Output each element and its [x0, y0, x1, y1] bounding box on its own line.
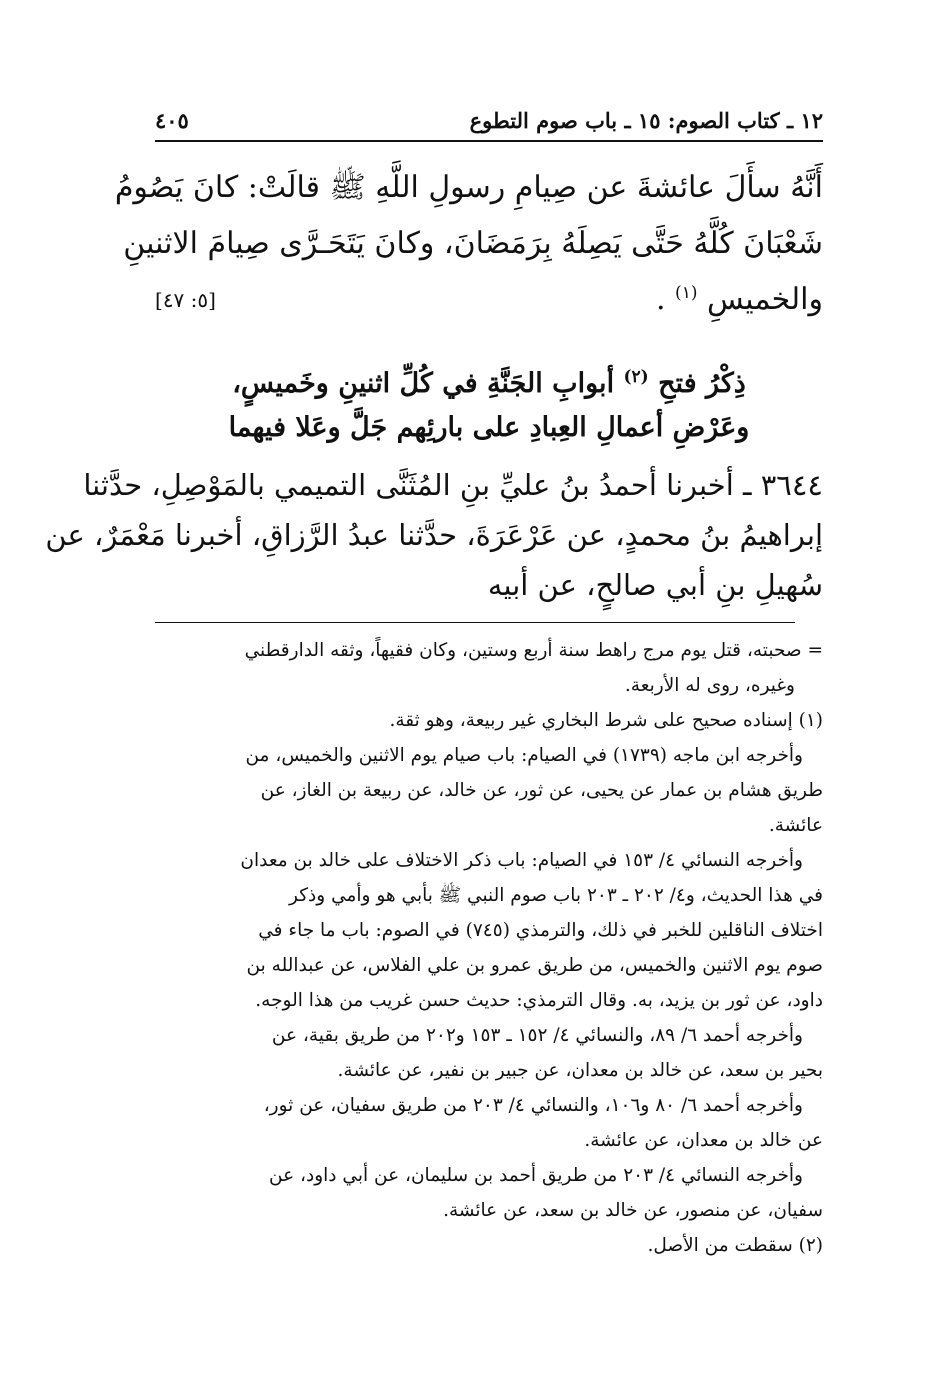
heading-fragment: ذِكْرُ فتحِ — [658, 368, 746, 399]
footnote-line: وأخرجه ابن ماجه (١٧٣٩) في الصيام: باب صيام يوم الاثنين والخميس، من — [245, 745, 803, 766]
main-text-line: شَعْبَانَ كُلَّهُ حَتَّى يَصِلَهُ بِرَمَضَانَ، وكانَ يَتَحَـرَّى صِيامَ الاثنينِ — [123, 226, 823, 261]
footnote-line: اختلاف الناقلين للخبر في ذلك، والترمذي (٧٤٥) في الصوم: باب ما جاء في — [258, 920, 823, 941]
section-heading — [155, 362, 823, 450]
main-text-line-last — [155, 272, 823, 328]
footnote-line: في هذا الحديث، و٤/ ٢٠٢ ـ ٢٠٣ باب صوم النبي ﷺ بأبي هو وأمي وذكر — [289, 885, 823, 906]
footnote-line: (٢) سقطت من الأصل. — [647, 1235, 823, 1256]
footnote-line: بحير بن سعد، عن خالد بن معدان، عن جبير بن نفير، عن عائشة. — [337, 1060, 823, 1081]
footnotes — [155, 633, 823, 1263]
page-header — [155, 100, 823, 142]
footnote-line: = صحبته، قتل يوم مرج راهط سنة أربع وستين، وكان فقيهاً، وثقه الدارقطني — [244, 640, 823, 661]
book-page — [45, 100, 823, 1300]
page-number: ٤٠٥ — [155, 108, 189, 133]
footnote-marker-2[interactable]: (٢) — [623, 367, 649, 387]
heading-fragment: أبوابِ الجَنَّةِ في كُلِّ اثنينِ وخَميسٍ، — [232, 368, 615, 399]
footnote-line: عائشة. — [768, 815, 823, 836]
main-text-line: أَنَّهُ سأَلَ عائشةَ عن صِيامِ رسولِ اللَّهِ ﷺ قالَتْ: كانَ يَصُومُ — [114, 170, 823, 205]
footnote-line: وغيره، روى له الأربعة. — [624, 675, 795, 696]
footnote-marker-1[interactable]: (١) — [675, 283, 698, 303]
main-text-period: . — [655, 282, 666, 317]
footnote-separator — [155, 622, 795, 623]
footnote-line: وأخرجه أحمد ٦/ ٨٩، والنسائي ٤/ ١٥٢ ـ ١٥٣ و٢٠٢ من طريق بقية، عن — [271, 1025, 803, 1046]
footnote-line: عن خالد بن معدان، عن عائشة. — [584, 1130, 823, 1151]
heading-line-1 — [155, 362, 823, 406]
heading-line-2: وعَرْضِ أعمالِ العِبادِ على بارئِهم جَلَّ وعَلا فيهما — [228, 412, 750, 443]
hadith-line: إبراهيمُ بنُ محمدٍ، عن عَرْعَرَةَ، حدَّثنا عبدُ الرَّزاقِ، أخبرنا مَعْمَرٌ، عن — [45, 518, 823, 552]
footnote-line: وأخرجه أحمد ٦/ ٨٠ و١٠٦، والنسائي ٤/ ٢٠٣ من طريق سفيان، عن ثور، — [263, 1095, 803, 1116]
footnote-line: (١) إسناده صحيح على شرط البخاري غير ربيعة، وهو ثقة. — [389, 710, 823, 731]
footnote-line: وأخرجه النسائي ٤/ ١٥٣ في الصيام: باب ذكر الاختلاف على خالد بن معدان — [240, 850, 803, 871]
hadith-line: سُهيلِ بنِ أبي صالحٍ، عن أبيه — [487, 568, 823, 602]
main-text — [114, 160, 823, 328]
footnote-line: وأخرجه النسائي ٤/ ٢٠٣ من طريق أحمد بن سليمان، عن أبي داود، عن — [269, 1165, 803, 1186]
main-text-fragment: والخميسِ — [707, 282, 823, 317]
footnote-line: طريق هشام بن عمار عن يحيى، عن ثور، عن خالد، عن ربيعة بن الغاز، عن — [260, 780, 823, 801]
source-reference: [٥: ٤٧] — [155, 288, 216, 312]
footnote-line: صوم يوم الاثنين والخميس، من طريق عمرو بن علي الفلاس، عن عبدالله بن — [246, 955, 823, 976]
footnote-line: سفيان، عن منصور، عن خالد بن سعد، عن عائشة. — [443, 1200, 823, 1221]
footnote-line: داود، عن ثور بن يزيد، به. وقال الترمذي: حديث حسن غريب من هذا الوجه. — [255, 990, 823, 1011]
running-title: ١٢ ـ كتاب الصوم: ١٥ ـ باب صوم التطوع — [469, 108, 823, 133]
hadith-text — [45, 460, 823, 610]
hadith-line: ٣٦٤٤ ـ أخبرنا أحمدُ بنُ عليِّ بنِ المُثَنَّى التميمي بالمَوْصِلِ، حدَّثنا — [83, 468, 823, 502]
